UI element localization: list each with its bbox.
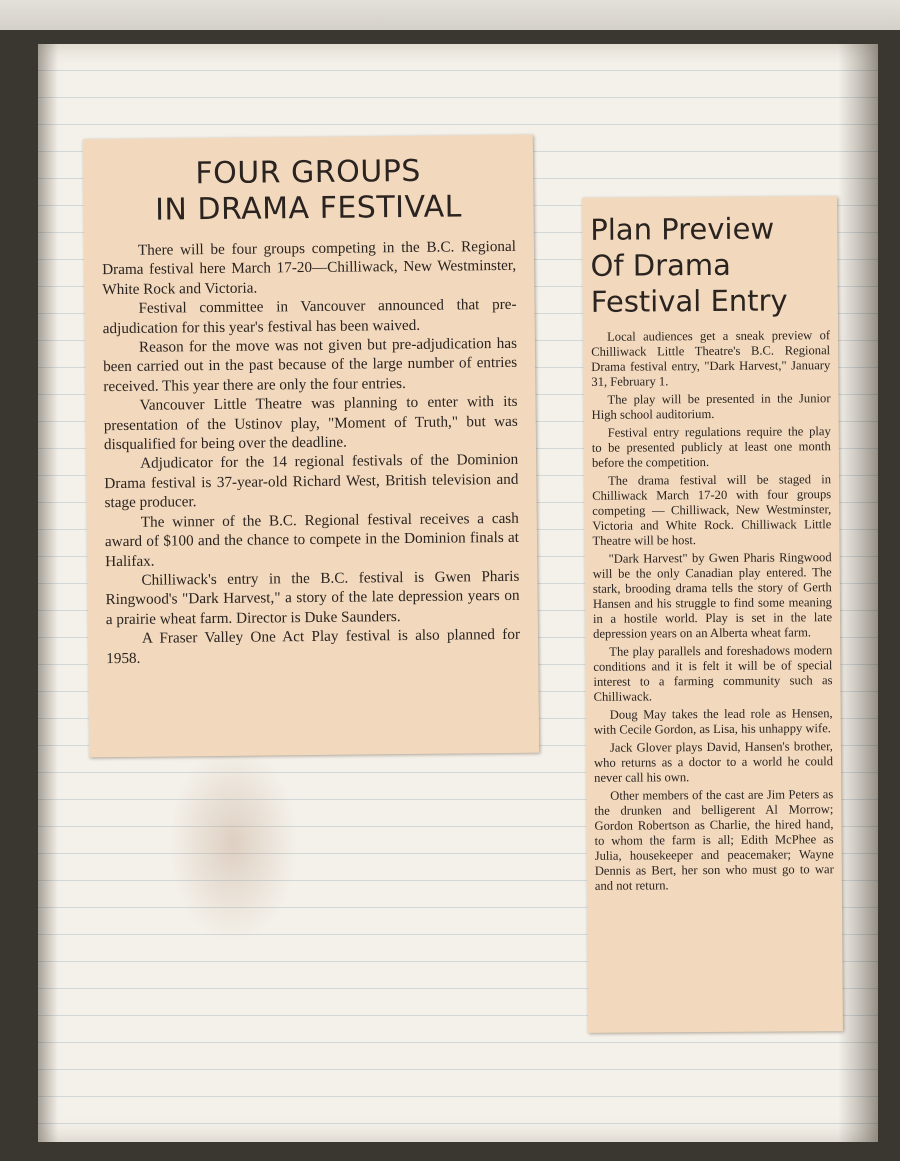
paragraph: There will be four groups competing in the B.C. Regional Drama festival here March 17-20—Chilliwack, New Westminster, White Rock and Victoria. [102, 237, 517, 298]
newspaper-clipping-four-groups [83, 135, 539, 758]
headline-line: Plan Preview [590, 211, 775, 247]
clipping-headline [101, 153, 516, 229]
paragraph: Doug May takes the lead role as Hensen, with Cecile Gordon, as Lisa, his unhappy wife. [593, 706, 833, 737]
headline-line: Festival Entry [590, 283, 788, 319]
page-shadow-right [838, 44, 878, 1142]
paragraph: "Dark Harvest" by Gwen Pharis Ringwood will be the only Canadian play entered. The stark, brooding drama tells the story of Gerth Hansen and his struggle to find some meaning in a hostile world. Play is set in the late depression years on an Alberta wheat farm. [592, 550, 833, 641]
paragraph: The drama festival will be staged in Chilliwack March 17-20 with four groups competing — Chilliwack, New Westminster, Victoria and White Rock. Chilliwack Little Theatre will be host. [592, 472, 832, 548]
page-shadow-left [38, 44, 58, 1142]
paragraph: The play will be presented in the Junior High school auditorium. [591, 391, 831, 422]
paragraph: The winner of the B.C. Regional festival receives a cash award of $100 and the chance to compete in the Dominion finals at Halifax. [104, 509, 520, 570]
headline-line: Of Drama [590, 247, 731, 283]
clipping-headline [590, 210, 830, 320]
paragraph: Local audiences get a sneak preview of Chilliwack Little Theatre's B.C. Regional Drama festival entry, "Dark Harvest," January 31, February 1. [591, 328, 831, 389]
paragraph: Chilliwack's entry in the B.C. festival is Gwen Pharis Ringwood's "Dark Harvest," a story of the late depression years on a prairie wheat farm. Director is Duke Saunders. [105, 567, 520, 628]
paragraph: The play parallels and foreshadows modern conditions and it is felt it will be of special interest to a farming community such as Chilliwack. [593, 643, 833, 704]
paragraph: Adjudicator for the 14 regional festivals of the Dominion Drama festival is 37-year-old Richard West, British television and stage producer. [104, 451, 519, 512]
paragraph: Festival committee in Vancouver announced that pre-adjudication for this year's festival has been waived. [102, 296, 517, 337]
newspaper-clipping-plan-preview [582, 196, 843, 1033]
paragraph: Vancouver Little Theatre was planning to enter with its presentation of the Ustinov play, "Moment of Truth," but was disqualified for being over the deadline. [103, 393, 518, 454]
paragraph: Jack Glover plays David, Hansen's brother, who returns as a doctor to a world he could never call his own. [593, 739, 834, 785]
paragraph: A Fraser Valley One Act Play festival is also planned for 1958. [106, 625, 521, 667]
clipping-body [591, 328, 834, 894]
headline-line: FOUR GROUPS [195, 153, 422, 192]
headline-line: IN DRAMA FESTIVAL [154, 189, 463, 228]
clipping-body [102, 237, 520, 668]
paragraph: Festival entry regulations require the play to be presented publicly at least one month before the competition. [591, 424, 831, 470]
paragraph: Reason for the move was not given but pre-adjudication has been carried out in the past because of the large number of entries received. This year there are only the four entries. [103, 334, 518, 396]
page-stain [168, 744, 298, 944]
paragraph: Other members of the cast are Jim Peters as the drunken and belligerent Al Morrow; Gordon Robertson as Charlie, the hired hand, to whom the farm is all; Edith McPhee as Julia, housekeeper and peacemaker; Wayne Dennis as Bert, her son who must go to war and not return. [594, 787, 834, 893]
